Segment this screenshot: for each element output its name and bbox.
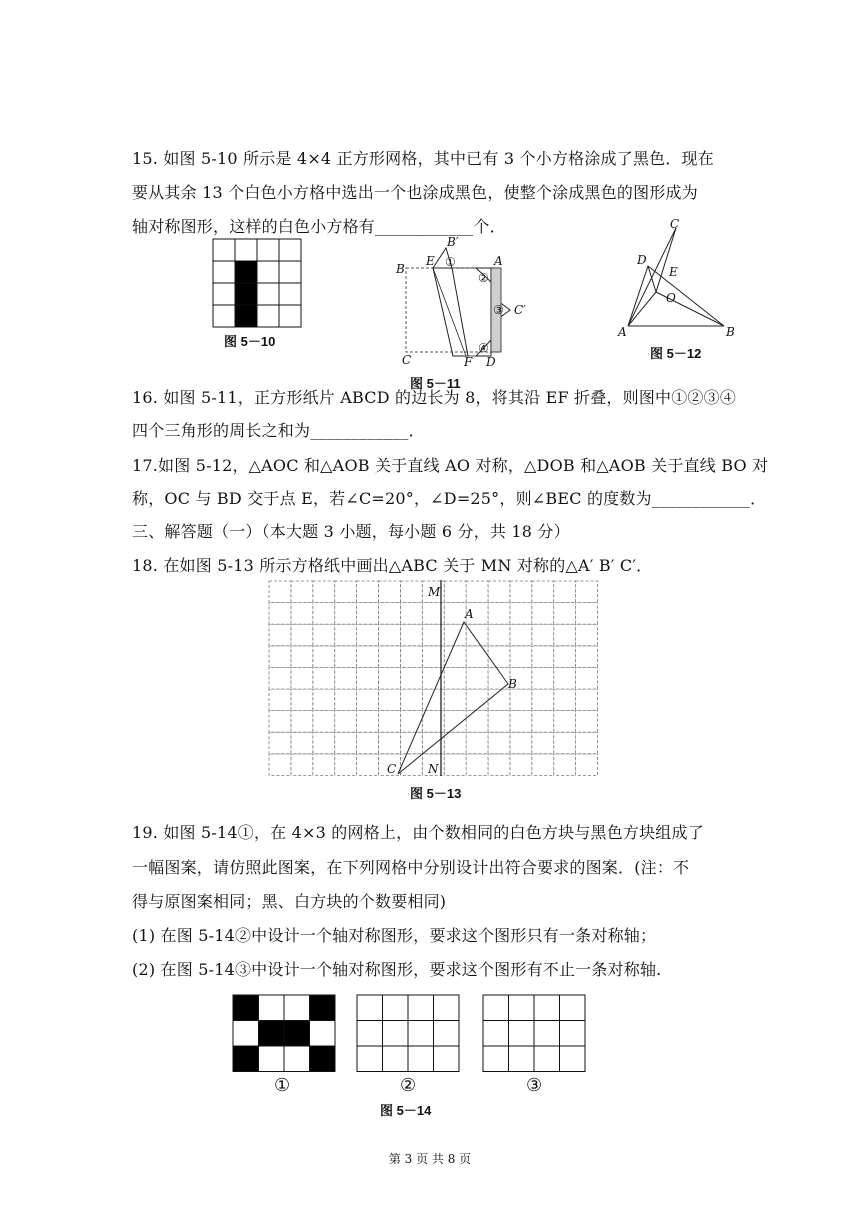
mark-4: ④ [478,341,489,355]
label-c: C [670,217,680,231]
white-cell [576,689,598,711]
white-cell [466,732,488,754]
white-cell [510,581,532,603]
q17-line1: 17.如图 5-12，△AOC 和△AOB 关于直线 AO 对称，△DOB 和△AOB 关于直线 BO 对 [132,456,769,475]
white-cell [532,711,554,733]
fig-5-11-diagram [390,232,530,372]
white-cell [379,667,401,689]
white-cell [310,1021,336,1047]
white-cell [510,624,532,646]
white-cell [379,689,401,711]
white-cell [576,732,598,754]
white-cell [510,603,532,625]
white-cell [313,711,335,733]
white-cell [576,603,598,625]
label-o: O [666,291,676,305]
white-cell [400,646,422,668]
fig-5-11-caption: 图 5－11 [410,376,461,391]
white-cell [400,603,422,625]
white-cell [488,581,510,603]
white-cell [257,239,279,261]
white-cell [488,711,510,733]
white-cell [357,689,379,711]
q16-line1: 16. 如图 5-11，正方形纸片 ABCD 的边长为 8，将其沿 EF 折叠，则图中①②③④ [132,388,737,407]
black-cell [235,305,257,327]
white-cell [213,261,235,283]
white-cell [510,732,532,754]
white-cell [434,1021,460,1047]
q15-line3: 轴对称图形，这样的白色小方格有____________个． [132,217,506,236]
q19-line2: 一幅图案，请仿照此图案，在下列网格中分别设计出符合要求的图案．(注：不 [132,858,690,877]
white-cell [554,581,576,603]
label-e: E [426,254,435,268]
white-cell [379,646,401,668]
white-cell [400,711,422,733]
white-cell [379,624,401,646]
white-cell [313,646,335,668]
white-cell [291,624,313,646]
label-b: B [396,262,405,276]
white-cell [488,732,510,754]
white-cell [576,646,598,668]
white-cell [560,1046,586,1072]
white-cell [532,646,554,668]
white-cell [466,646,488,668]
white-cell [534,995,560,1021]
white-cell [488,624,510,646]
white-cell [357,667,379,689]
white-cell [269,689,291,711]
fig-5-14-grid-1 [232,994,336,1072]
label-d: D [486,355,496,369]
white-cell [279,239,301,261]
white-cell [488,689,510,711]
white-cell [434,995,460,1021]
white-cell [400,667,422,689]
q16-line2: 四个三角形的周长之和为____________． [132,421,425,440]
white-cell [466,624,488,646]
white-cell [291,603,313,625]
white-cell [532,581,554,603]
white-cell [313,603,335,625]
white-cell [357,995,383,1021]
q19-part1: (1) 在图 5-14②中设计一个轴对称图形，要求这个图形只有一条对称轴； [132,926,657,945]
white-cell [291,646,313,668]
white-cell [532,754,554,776]
white-cell [400,689,422,711]
white-cell [466,711,488,733]
white-cell [383,1046,409,1072]
white-cell [313,689,335,711]
mark-3: ③ [493,303,504,317]
label-m: M [428,585,441,599]
white-cell [534,1021,560,1047]
white-cell [532,732,554,754]
white-cell [379,603,401,625]
white-cell [335,581,357,603]
label-n: N [428,762,439,776]
white-cell [335,667,357,689]
page-footer: 第 3 页 共 8 页 [388,1152,472,1166]
white-cell [335,732,357,754]
white-cell [444,754,466,776]
white-cell [554,732,576,754]
white-cell [488,603,510,625]
white-cell [357,732,379,754]
white-cell [213,305,235,327]
white-cell [509,1021,535,1047]
white-cell [560,1021,586,1047]
white-cell [269,711,291,733]
white-cell [509,995,535,1021]
white-cell [291,732,313,754]
white-cell [257,283,279,305]
black-cell [233,995,259,1021]
fig-5-14-grid-2 [356,994,460,1072]
mark-2: ② [478,271,489,285]
mark-1: ① [445,255,456,269]
q19-line1: 19. 如图 5-14①，在 4×3 的网格上，由个数相同的白色方块与黑色方块组成了 [132,823,704,842]
white-cell [313,732,335,754]
white-cell [291,711,313,733]
white-cell [408,1046,434,1072]
white-cell [444,732,466,754]
white-cell [357,581,379,603]
white-cell [466,581,488,603]
white-cell [313,581,335,603]
white-cell [259,995,285,1021]
white-cell [235,239,257,261]
white-cell [444,581,466,603]
white-cell [291,667,313,689]
q19-line3: 得与原图案相同；黑、白方块的个数要相同) [132,892,447,911]
white-cell [379,732,401,754]
white-cell [383,1021,409,1047]
white-cell [269,646,291,668]
white-cell [213,239,235,261]
white-cell [576,624,598,646]
white-cell [357,711,379,733]
white-cell [444,689,466,711]
section-heading: 三、解答题（一）（本大题 3 小题，每小题 6 分，共 18 分） [132,522,570,541]
label-c-prime: C′ [514,303,526,317]
white-cell [532,667,554,689]
white-cell [408,995,434,1021]
white-cell [444,667,466,689]
white-cell [400,581,422,603]
white-cell [233,1021,259,1047]
white-cell [357,624,379,646]
white-cell [532,603,554,625]
white-cell [554,603,576,625]
white-cell [357,1046,383,1072]
white-cell [335,711,357,733]
white-cell [269,581,291,603]
white-cell [576,754,598,776]
fig-5-10-grid [212,238,302,328]
white-cell [357,754,379,776]
label-b: B [726,325,735,339]
label-f: F [464,355,473,369]
label-c: C [387,762,397,776]
white-cell [335,624,357,646]
white-cell [335,646,357,668]
label-c: C [402,353,412,367]
white-cell [554,711,576,733]
white-cell [408,1021,434,1047]
white-cell [576,711,598,733]
white-cell [279,283,301,305]
fig-5-12-caption: 图 5－12 [650,346,702,361]
black-cell [310,1046,336,1072]
white-cell [284,995,310,1021]
label-a: A [618,325,627,339]
white-cell [488,754,510,776]
white-cell [444,603,466,625]
fig-5-10-caption: 图 5－10 [224,334,276,349]
white-cell [488,646,510,668]
black-cell [235,283,257,305]
q18-line1: 18. 在如图 5-13 所示方格纸中画出△ABC 关于 MN 对称的△A′ B′ C′． [132,556,653,575]
fig-5-14-label-1: ① [274,1075,291,1096]
white-cell [379,581,401,603]
white-cell [357,1021,383,1047]
white-cell [466,689,488,711]
black-cell [235,261,257,283]
fig-5-14-grid-3 [482,994,586,1072]
white-cell [554,667,576,689]
white-cell [560,995,586,1021]
white-cell [269,603,291,625]
black-cell [310,995,336,1021]
white-cell [534,1046,560,1072]
white-cell [291,581,313,603]
white-cell [554,754,576,776]
label-b-prime: B′ [447,235,459,249]
white-cell [269,754,291,776]
white-cell [483,1021,509,1047]
white-cell [379,711,401,733]
white-cell [291,689,313,711]
white-cell [554,624,576,646]
fig-5-14-label-3: ③ [526,1075,543,1096]
q17-line2: 称，OC 与 BD 交于点 E，若∠C=20°，∠D=25°，则∠BEC 的度数为____________． [132,489,767,508]
white-cell [576,667,598,689]
fig-5-12-diagram [612,216,742,340]
white-cell [259,1046,285,1072]
white-cell [269,667,291,689]
fig-5-13-grid [268,580,600,776]
white-cell [510,689,532,711]
white-cell [335,689,357,711]
white-cell [335,603,357,625]
white-cell [279,261,301,283]
white-cell [466,667,488,689]
white-cell [257,261,279,283]
fig-5-13-caption: 图 5－13 [410,786,462,801]
white-cell [444,646,466,668]
white-cell [313,754,335,776]
white-cell [357,646,379,668]
white-cell [466,754,488,776]
white-cell [576,581,598,603]
q15-line2: 要从其余 13 个白色小方格中选出一个也涂成黑色，使整个涂成黑色的图形成为 [132,183,698,202]
white-cell [483,995,509,1021]
white-cell [510,754,532,776]
white-cell [284,1046,310,1072]
white-cell [357,603,379,625]
white-cell [532,689,554,711]
white-cell [269,624,291,646]
q15-line1: 15. 如图 5-10 所示是 4×4 正方形网格，其中已有 3 个小方格涂成了黑色．现在 [132,149,714,168]
white-cell [279,305,301,327]
white-cell [257,305,279,327]
white-cell [383,995,409,1021]
white-cell [313,667,335,689]
white-cell [335,754,357,776]
white-cell [434,1046,460,1072]
white-cell [400,624,422,646]
white-cell [291,754,313,776]
white-cell [510,646,532,668]
black-cell [259,1021,285,1047]
white-cell [213,283,235,305]
white-cell [510,711,532,733]
black-cell [284,1021,310,1047]
label-e: E [669,265,678,279]
fig-5-14-label-2: ② [400,1075,417,1096]
black-cell [233,1046,259,1072]
white-cell [269,732,291,754]
white-cell [554,646,576,668]
white-cell [313,624,335,646]
label-d: D [637,253,647,267]
white-cell [554,689,576,711]
white-cell [532,624,554,646]
label-a: A [494,254,503,268]
white-cell [509,1046,535,1072]
white-cell [483,1046,509,1072]
label-a: A [465,607,474,621]
label-b: B [508,677,517,691]
fig-5-14-caption: 图 5－14 [380,1103,432,1118]
q19-part2: (2) 在图 5-14③中设计一个轴对称图形，要求这个图形有不止一条对称轴. [132,960,662,979]
